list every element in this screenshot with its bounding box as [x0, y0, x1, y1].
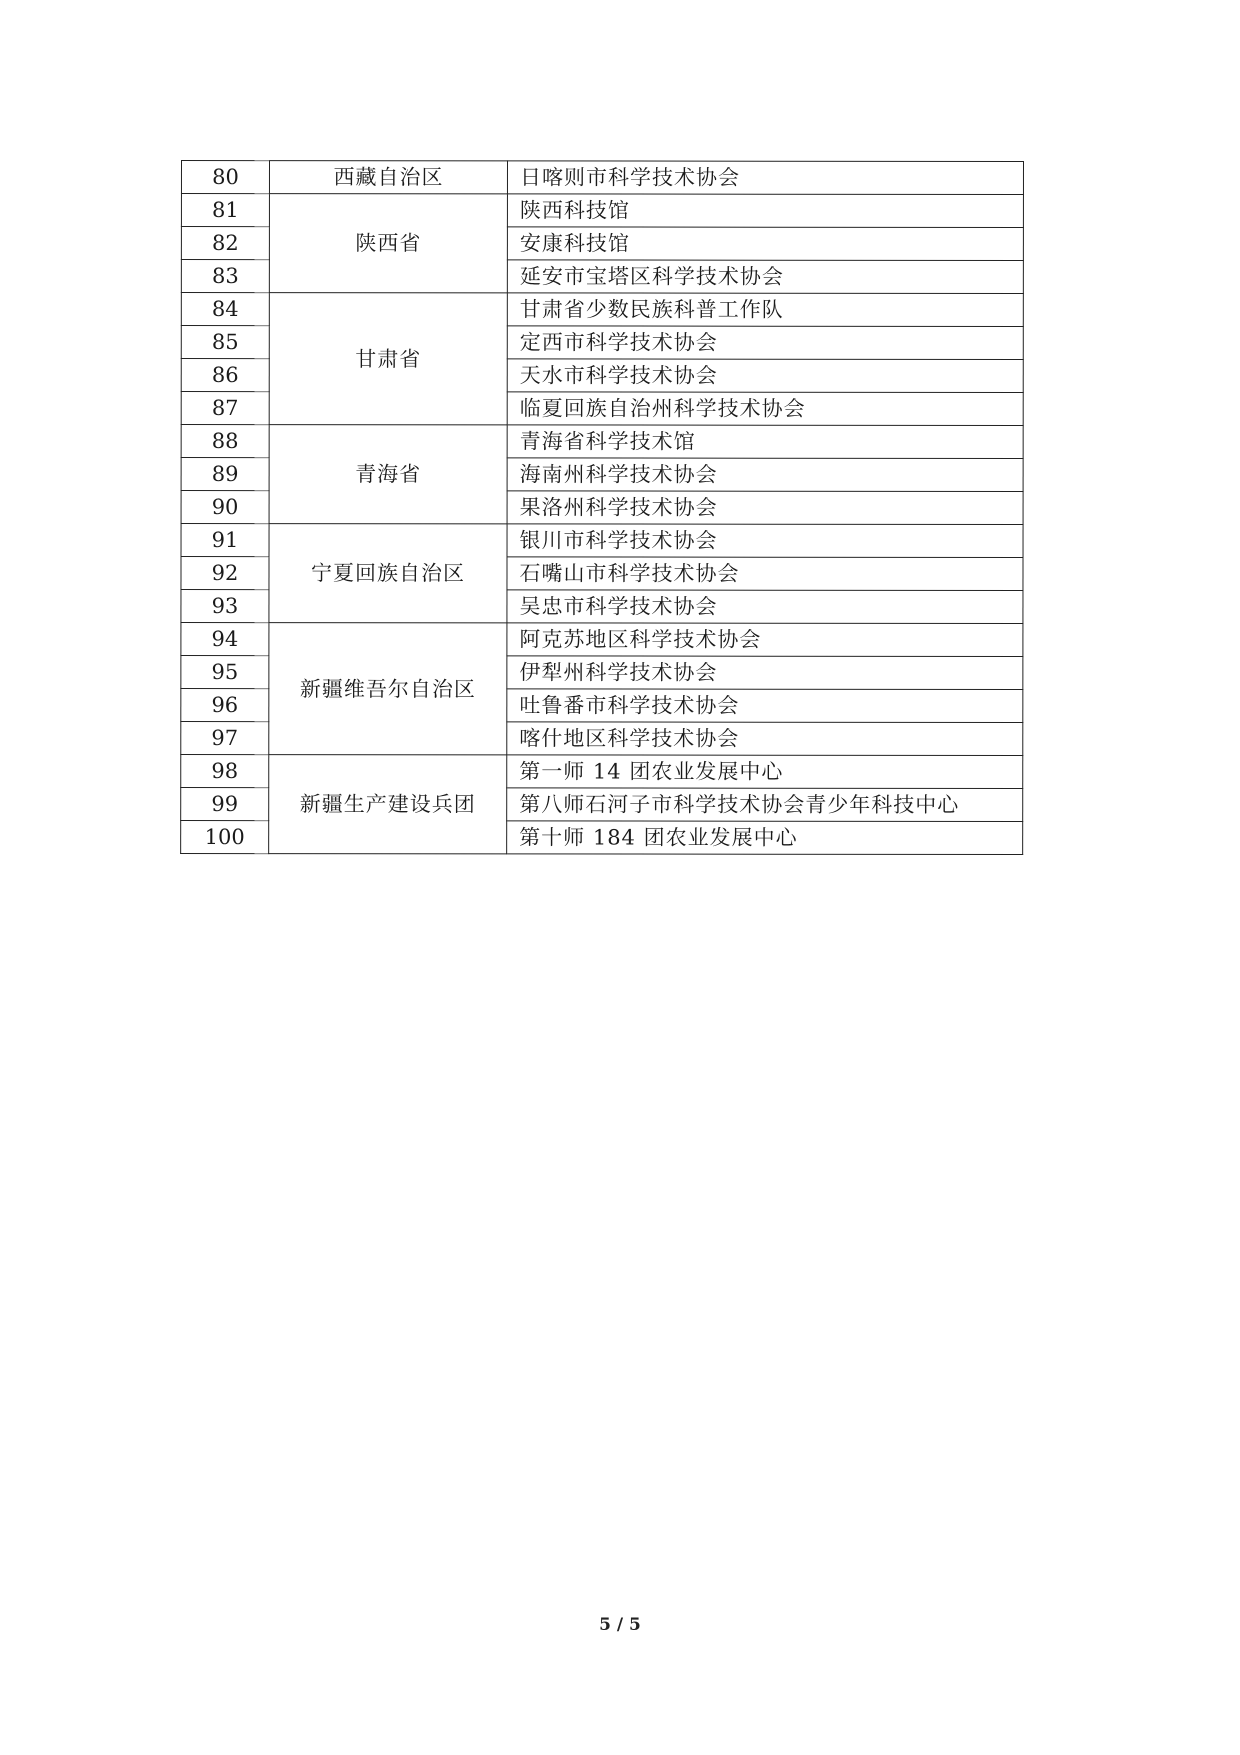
row-number: 92 — [181, 557, 269, 590]
organization-cell: 天水市科学技术协会 — [507, 359, 1023, 393]
organization-cell: 临夏回族自治州科学技术协会 — [507, 392, 1023, 426]
table-row — [181, 524, 1023, 558]
province-cell: 甘肃省 — [269, 293, 507, 425]
table-row — [181, 425, 1023, 459]
organization-cell: 第八师石河子市科学技术协会青少年科技中心 — [507, 788, 1023, 822]
row-number: 100 — [181, 821, 269, 854]
organization-cell: 果洛州科学技术协会 — [507, 491, 1023, 525]
table-row — [181, 194, 1023, 228]
row-number: 84 — [181, 293, 269, 326]
organization-cell: 海南州科学技术协会 — [507, 458, 1023, 492]
page-number: 5 / 5 — [599, 1615, 641, 1635]
row-number: 80 — [181, 161, 269, 194]
table-body — [181, 161, 1024, 855]
table-row — [181, 755, 1023, 789]
row-number: 83 — [181, 260, 269, 293]
organization-cell: 青海省科学技术馆 — [507, 425, 1023, 459]
province-cell: 新疆生产建设兵团 — [269, 755, 507, 854]
organization-cell: 伊犁州科学技术协会 — [507, 656, 1023, 690]
row-number: 95 — [181, 656, 269, 689]
table-row — [181, 293, 1023, 327]
row-number: 82 — [181, 227, 269, 260]
organization-cell: 第十师 184 团农业发展中心 — [507, 821, 1023, 855]
organization-cell: 吐鲁番市科学技术协会 — [507, 689, 1023, 723]
organization-cell: 延安市宝塔区科学技术协会 — [507, 260, 1023, 294]
table-row — [181, 161, 1023, 195]
row-number: 89 — [181, 458, 269, 491]
organization-cell: 日喀则市科学技术协会 — [507, 161, 1023, 195]
row-number: 85 — [181, 326, 269, 359]
row-number: 86 — [181, 359, 269, 392]
province-cell: 青海省 — [269, 425, 507, 524]
organization-cell: 陕西科技馆 — [507, 194, 1023, 228]
row-number: 96 — [181, 689, 269, 722]
organization-cell: 第一师 14 团农业发展中心 — [507, 755, 1023, 789]
organization-table — [180, 160, 1024, 855]
organization-cell: 阿克苏地区科学技术协会 — [507, 623, 1023, 657]
organization-cell: 定西市科学技术协会 — [507, 326, 1023, 360]
table-row — [181, 623, 1023, 657]
row-number: 98 — [181, 755, 269, 788]
organization-cell: 吴忠市科学技术协会 — [507, 590, 1023, 624]
row-number: 88 — [181, 425, 269, 458]
organization-cell: 石嘴山市科学技术协会 — [507, 557, 1023, 591]
row-number: 99 — [181, 788, 269, 821]
row-number: 87 — [181, 392, 269, 425]
row-number: 93 — [181, 590, 269, 623]
row-number: 97 — [181, 722, 269, 755]
row-number: 81 — [181, 194, 269, 227]
province-cell: 宁夏回族自治区 — [269, 524, 507, 623]
row-number: 91 — [181, 524, 269, 557]
row-number: 94 — [181, 623, 269, 656]
organization-cell: 甘肃省少数民族科普工作队 — [507, 293, 1023, 327]
province-cell: 陕西省 — [269, 194, 507, 293]
organization-cell: 安康科技馆 — [507, 227, 1023, 261]
province-cell: 新疆维吾尔自治区 — [269, 623, 507, 755]
province-cell: 西藏自治区 — [269, 161, 507, 194]
row-number: 90 — [181, 491, 269, 524]
organization-cell: 喀什地区科学技术协会 — [507, 722, 1023, 756]
organization-cell: 银川市科学技术协会 — [507, 524, 1023, 558]
